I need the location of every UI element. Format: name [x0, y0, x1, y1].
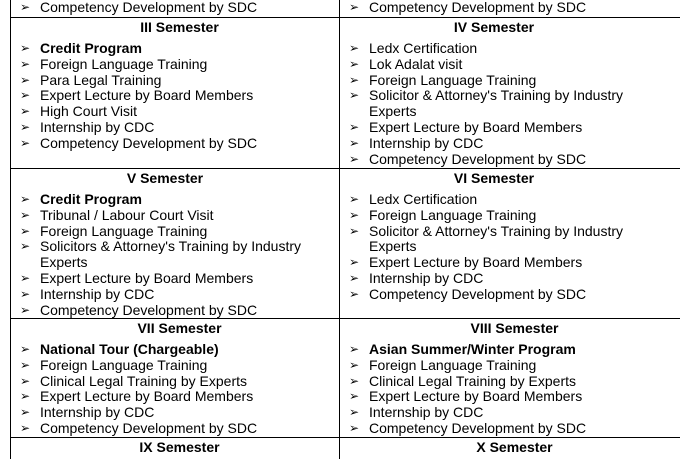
list-item-text: Competency Development by SDC	[369, 0, 587, 15]
list-item	[20, 192, 310, 208]
arrow-bullet-icon: ➢	[20, 104, 31, 119]
semester-title: VIII Semester	[470, 320, 559, 336]
list-item-text: Internship by CDC	[369, 134, 484, 151]
list-item-text: Clinical Legal Training by Experts	[40, 372, 247, 389]
list-item	[20, 120, 339, 136]
list-item	[349, 152, 639, 168]
list-item	[20, 73, 339, 89]
arrow-bullet-icon: ➢	[349, 420, 360, 435]
arrow-bullet-icon: ➢	[20, 119, 31, 134]
arrow-bullet-icon: ➢	[20, 389, 31, 404]
list-item-text: Internship by CDC	[40, 285, 155, 302]
list-item	[20, 405, 339, 421]
semester-item-list	[349, 192, 639, 303]
arrow-bullet-icon: ➢	[349, 41, 360, 55]
semester-cell-v	[10, 169, 310, 318]
list-item-text: Foreign Language Training	[369, 356, 537, 373]
arrow-bullet-icon: ➢	[349, 119, 360, 134]
list-item-text: Para Legal Training	[40, 71, 162, 88]
list-item	[20, 208, 310, 224]
arrow-bullet-icon: ➢	[20, 192, 31, 206]
list-item	[20, 224, 310, 240]
top-partial-left-cell	[10, 0, 339, 16]
list-item-text: Competency Development by SDC	[40, 134, 258, 151]
arrow-bullet-icon: ➢	[349, 373, 360, 388]
arrow-bullet-icon: ➢	[20, 56, 31, 71]
list-item-text: Competency Development by SDC	[369, 285, 587, 302]
list-item-text: Foreign Language Training	[40, 356, 208, 373]
list-item	[349, 287, 639, 303]
semester-item-list	[20, 342, 339, 437]
arrow-bullet-icon: ➢	[20, 41, 31, 55]
arrow-bullet-icon: ➢	[349, 0, 360, 14]
list-item-text: Competency Development by SDC	[369, 150, 587, 167]
arrow-bullet-icon: ➢	[349, 72, 360, 87]
arrow-bullet-icon: ➢	[20, 420, 31, 435]
arrow-bullet-icon: ➢	[349, 135, 360, 150]
arrow-bullet-icon: ➢	[20, 72, 31, 87]
list-item-text: Clinical Legal Training by Experts	[369, 372, 576, 389]
arrow-bullet-icon: ➢	[20, 270, 31, 285]
arrow-bullet-icon: ➢	[349, 270, 360, 285]
arrow-bullet-icon: ➢	[20, 357, 31, 372]
list-item-text: Competency Development by SDC	[40, 301, 258, 318]
arrow-bullet-icon: ➢	[20, 207, 31, 222]
list-item-text: Expert Lecture by Board Members	[40, 269, 254, 286]
semester-item-list	[20, 41, 339, 152]
list-item	[349, 224, 639, 256]
arrow-bullet-icon: ➢	[20, 342, 31, 356]
list-item	[20, 0, 339, 16]
list-item	[349, 358, 680, 374]
list-item	[20, 342, 339, 358]
list-item-text: Solicitors & Attorney's Training by Industry Experts	[40, 238, 302, 271]
semester-item-list	[349, 342, 680, 437]
list-item	[349, 208, 639, 224]
arrow-bullet-icon: ➢	[20, 373, 31, 388]
arrow-bullet-icon: ➢	[20, 286, 31, 301]
list-item-text: Foreign Language Training	[40, 55, 208, 72]
list-item-text: High Court Visit	[40, 103, 138, 120]
list-item	[20, 136, 339, 152]
semester-item-list	[20, 192, 310, 318]
list-item-text: Solicitor & Attorney's Training by Industry Experts	[369, 222, 624, 255]
list-item	[349, 41, 639, 57]
list-item	[20, 303, 310, 319]
list-item	[349, 405, 680, 421]
arrow-bullet-icon: ➢	[349, 389, 360, 404]
list-item	[20, 57, 339, 73]
list-item	[349, 342, 680, 358]
semester-title: VII Semester	[137, 320, 222, 336]
list-item	[349, 88, 639, 120]
semester-title: VI Semester	[453, 170, 535, 186]
semester-cell-iii	[10, 18, 339, 152]
list-item-text: Expert Lecture by Board Members	[40, 388, 254, 405]
arrow-bullet-icon: ➢	[349, 56, 360, 71]
list-item	[20, 104, 339, 120]
list-item-text: Expert Lecture by Board Members	[369, 118, 583, 135]
top-partial-right-cell	[339, 0, 680, 16]
arrow-bullet-icon: ➢	[20, 223, 31, 238]
list-item-text: Solicitor & Attorney's Training by Industry Experts	[369, 87, 624, 120]
arrow-bullet-icon: ➢	[20, 239, 31, 254]
list-item-text: Internship by CDC	[369, 404, 484, 421]
list-item	[20, 374, 339, 390]
list-item-text: Internship by CDC	[369, 269, 484, 286]
list-item	[20, 287, 310, 303]
list-item	[349, 271, 639, 287]
list-item-text: Ledx Certification	[369, 191, 478, 207]
list-item	[20, 88, 339, 104]
semester-title: IX Semester	[139, 439, 220, 455]
list-item	[349, 255, 639, 271]
list-item-text: Ledx Certification	[369, 40, 478, 56]
list-item-text: National Tour (Chargeable)	[40, 341, 219, 357]
semester-cell-iv	[339, 18, 639, 167]
arrow-bullet-icon: ➢	[20, 135, 31, 150]
list-item-text: Internship by CDC	[40, 404, 155, 421]
arrow-bullet-icon: ➢	[349, 223, 360, 238]
arrow-bullet-icon: ➢	[20, 405, 31, 420]
list-item-text: Foreign Language Training	[40, 222, 208, 239]
list-item-text: Tribunal / Labour Court Visit	[40, 206, 214, 223]
list-item	[20, 358, 339, 374]
list-item	[349, 136, 639, 152]
list-item-text: Asian Summer/Winter Program	[369, 341, 576, 357]
semester-cell-ix	[10, 438, 339, 455]
arrow-bullet-icon: ➢	[349, 207, 360, 222]
list-item	[349, 192, 639, 208]
list-item-text: Expert Lecture by Board Members	[40, 87, 254, 104]
list-item-text: Internship by CDC	[40, 118, 155, 135]
list-item	[20, 271, 310, 287]
list-item	[349, 421, 680, 437]
list-item-text: Competency Development by SDC	[369, 419, 587, 436]
arrow-bullet-icon: ➢	[349, 255, 360, 270]
semester-cell-x	[339, 438, 680, 455]
arrow-bullet-icon: ➢	[20, 0, 31, 14]
list-item	[20, 421, 339, 437]
arrow-bullet-icon: ➢	[20, 88, 31, 103]
list-item	[349, 389, 680, 405]
semester-cell-viii	[339, 319, 680, 437]
semester-cell-vii	[10, 319, 339, 437]
arrow-bullet-icon: ➢	[349, 357, 360, 372]
list-item	[349, 57, 639, 73]
semester-item-list	[349, 41, 639, 167]
list-item-text: Competency Development by SDC	[40, 0, 258, 15]
arrow-bullet-icon: ➢	[349, 342, 360, 356]
list-item-text: Expert Lecture by Board Members	[369, 254, 583, 271]
arrow-bullet-icon: ➢	[20, 302, 31, 317]
list-item	[20, 239, 310, 271]
list-item	[349, 374, 680, 390]
list-item	[349, 73, 639, 89]
list-item	[349, 120, 639, 136]
list-item-text: Credit Program	[40, 40, 142, 56]
semester-title: III Semester	[140, 19, 219, 35]
list-item-text: Foreign Language Training	[369, 206, 537, 223]
list-item-text: Competency Development by SDC	[40, 419, 258, 436]
semester-title: IV Semester	[453, 19, 535, 35]
list-item	[349, 0, 680, 16]
list-item-text: Lok Adalat visit	[369, 55, 463, 72]
list-item	[20, 389, 339, 405]
semester-title: V Semester	[126, 170, 204, 186]
arrow-bullet-icon: ➢	[349, 151, 360, 166]
arrow-bullet-icon: ➢	[349, 88, 360, 103]
list-item-text: Foreign Language Training	[369, 71, 537, 88]
arrow-bullet-icon: ➢	[349, 192, 360, 206]
arrow-bullet-icon: ➢	[349, 286, 360, 301]
list-item-text: Credit Program	[40, 191, 142, 207]
semester-cell-vi	[339, 169, 639, 303]
list-item	[20, 41, 339, 57]
arrow-bullet-icon: ➢	[349, 405, 360, 420]
semester-title: X Semester	[476, 439, 553, 455]
list-item-text: Expert Lecture by Board Members	[369, 388, 583, 405]
